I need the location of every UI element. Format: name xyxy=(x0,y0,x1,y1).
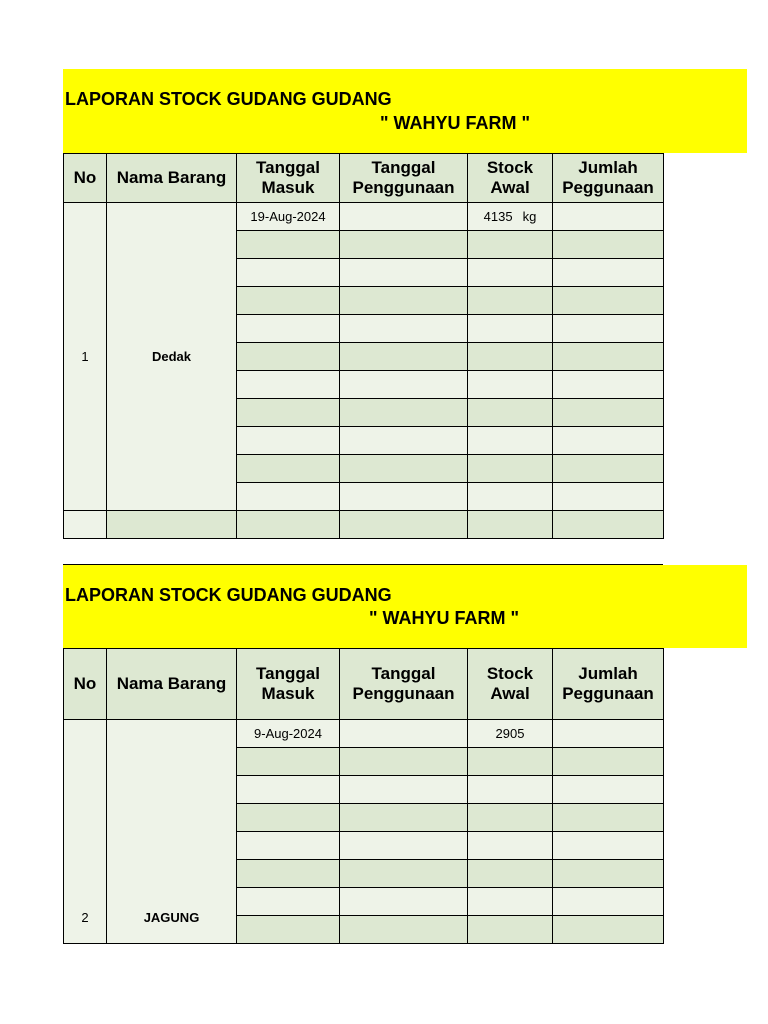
item-no-value: 2 xyxy=(81,910,89,925)
table-header-row xyxy=(64,154,664,203)
cell[interactable] xyxy=(468,231,553,259)
cell[interactable] xyxy=(553,399,664,427)
cell[interactable] xyxy=(340,748,468,776)
cell[interactable] xyxy=(340,427,468,455)
cell[interactable] xyxy=(340,860,468,888)
report-header xyxy=(63,565,747,648)
stock-table xyxy=(63,153,664,539)
report-subtitle: " WAHYU FARM " xyxy=(380,113,531,133)
cell[interactable] xyxy=(237,748,340,776)
column-header-tanggal-penggunaan: Tanggal Penggunaan xyxy=(340,649,468,720)
report-title: LAPORAN STOCK GUDANG GUDANG xyxy=(65,89,392,109)
cell[interactable] xyxy=(237,315,340,343)
cell[interactable] xyxy=(553,511,664,539)
cell[interactable] xyxy=(237,231,340,259)
report-subtitle: " WAHYU FARM " xyxy=(369,608,520,628)
cell[interactable] xyxy=(553,483,664,511)
cell[interactable] xyxy=(340,483,468,511)
column-header-tanggal-masuk: Tanggal Masuk xyxy=(237,154,340,203)
cell[interactable] xyxy=(468,888,553,916)
table-row xyxy=(64,720,664,748)
cell[interactable] xyxy=(553,832,664,860)
column-header-jumlah-peggunaan: Jumlah Peggunaan xyxy=(553,154,664,203)
cell[interactable] xyxy=(553,804,664,832)
cell[interactable] xyxy=(553,776,664,804)
cell[interactable] xyxy=(553,427,664,455)
cell[interactable] xyxy=(340,371,468,399)
cell[interactable] xyxy=(340,231,468,259)
item-no xyxy=(64,720,107,944)
cell[interactable] xyxy=(553,231,664,259)
cell[interactable] xyxy=(553,315,664,343)
cell[interactable] xyxy=(237,455,340,483)
tanggal-penggunaan-cell[interactable] xyxy=(340,720,468,748)
cell[interactable] xyxy=(237,259,340,287)
cell[interactable] xyxy=(468,343,553,371)
cell[interactable] xyxy=(468,259,553,287)
cell[interactable] xyxy=(553,860,664,888)
cell[interactable] xyxy=(468,832,553,860)
cell[interactable] xyxy=(340,804,468,832)
cell[interactable] xyxy=(553,287,664,315)
cell[interactable] xyxy=(237,483,340,511)
column-header-stock-awal: Stock Awal xyxy=(468,154,553,203)
cell[interactable] xyxy=(340,455,468,483)
item-name: Dedak xyxy=(107,203,237,511)
cell[interactable] xyxy=(340,888,468,916)
column-header-no: No xyxy=(64,154,107,203)
cell[interactable] xyxy=(468,776,553,804)
cell[interactable] xyxy=(237,511,340,539)
cell[interactable] xyxy=(237,804,340,832)
column-header-nama-barang: Nama Barang xyxy=(107,649,237,720)
cell[interactable] xyxy=(553,916,664,944)
cell[interactable] xyxy=(553,455,664,483)
stock-awal-cell[interactable]: 2905 xyxy=(468,720,553,748)
cell[interactable] xyxy=(340,776,468,804)
cell[interactable] xyxy=(468,804,553,832)
cell[interactable] xyxy=(468,371,553,399)
cell[interactable] xyxy=(468,916,553,944)
stock-awal-cell[interactable] xyxy=(468,203,553,231)
tanggal-masuk-cell[interactable]: 19-Aug-2024 xyxy=(237,203,340,231)
cell[interactable] xyxy=(553,343,664,371)
table-header-row xyxy=(64,649,664,720)
table-row xyxy=(64,203,664,231)
stock-unit: kg xyxy=(522,209,537,224)
cell[interactable] xyxy=(237,399,340,427)
cell[interactable] xyxy=(237,832,340,860)
item-no: 1 xyxy=(64,203,107,511)
cell[interactable] xyxy=(468,455,553,483)
cell[interactable] xyxy=(468,315,553,343)
cell[interactable] xyxy=(237,287,340,315)
cell[interactable] xyxy=(553,371,664,399)
cell[interactable] xyxy=(237,776,340,804)
cell[interactable] xyxy=(468,287,553,315)
cell[interactable] xyxy=(553,888,664,916)
cell[interactable] xyxy=(340,832,468,860)
item-name-value: JAGUNG xyxy=(143,910,200,925)
column-header-nama-barang: Nama Barang xyxy=(107,154,237,203)
column-header-tanggal-penggunaan: Tanggal Penggunaan xyxy=(340,154,468,203)
stock-table xyxy=(63,648,664,944)
cell[interactable] xyxy=(340,343,468,371)
cell[interactable] xyxy=(468,748,553,776)
report-header xyxy=(63,69,747,153)
cell[interactable] xyxy=(553,259,664,287)
cell[interactable] xyxy=(468,427,553,455)
report-title: LAPORAN STOCK GUDANG GUDANG xyxy=(65,585,392,605)
cell[interactable] xyxy=(468,511,553,539)
cell[interactable] xyxy=(340,259,468,287)
cell[interactable] xyxy=(237,916,340,944)
cell[interactable] xyxy=(237,888,340,916)
cell[interactable] xyxy=(237,343,340,371)
cell[interactable] xyxy=(237,427,340,455)
cell[interactable] xyxy=(340,315,468,343)
jumlah-cell[interactable] xyxy=(553,720,664,748)
cell[interactable] xyxy=(107,511,237,539)
column-header-tanggal-masuk: Tanggal Masuk xyxy=(237,649,340,720)
jumlah-cell[interactable] xyxy=(553,203,664,231)
cell[interactable] xyxy=(340,916,468,944)
cell[interactable] xyxy=(340,287,468,315)
cell[interactable] xyxy=(468,860,553,888)
cell[interactable] xyxy=(553,748,664,776)
cell[interactable] xyxy=(340,511,468,539)
cell[interactable] xyxy=(468,399,553,427)
column-header-no: No xyxy=(64,649,107,720)
stock-awal-value: 4135 xyxy=(483,209,513,224)
tanggal-penggunaan-cell[interactable] xyxy=(340,203,468,231)
cell[interactable] xyxy=(237,860,340,888)
item-name xyxy=(107,720,237,944)
cell[interactable] xyxy=(237,371,340,399)
column-header-jumlah-peggunaan: Jumlah Peggunaan xyxy=(553,649,664,720)
tanggal-masuk-cell[interactable]: 9-Aug-2024 xyxy=(237,720,340,748)
column-header-stock-awal: Stock Awal xyxy=(468,649,553,720)
cell[interactable] xyxy=(468,483,553,511)
table-row xyxy=(64,511,664,539)
cell[interactable] xyxy=(64,511,107,539)
cell[interactable] xyxy=(340,399,468,427)
